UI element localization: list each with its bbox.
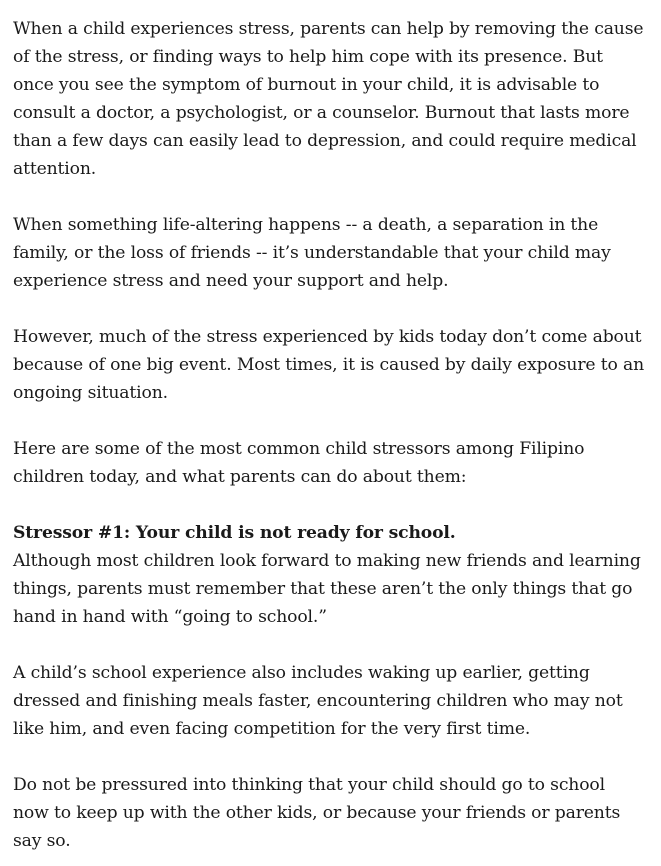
stressor-1-text: Although most children look forward to making new friends and learning things, parents must remember that these aren’t the only things that go hand in hand with “going to school.” [13, 551, 641, 627]
paragraph-do-not-pressure: Do not be pressured into thinking that your child should go to school now to keep up with the other kids, or because your friends or parents say so. [13, 775, 621, 851]
paragraph-daily-exposure: However, much of the stress experienced by kids today don’t come about because of one big event. Most times, it is caused by daily exposure to an ongoing situation. [13, 327, 645, 403]
paragraph-common-stressors: Here are some of the most common child stressors among Filipino children today, and what parents can do about them: [13, 439, 585, 487]
stressor-1-heading: Stressor #1: Your child is not ready for school. [13, 523, 456, 543]
paragraph-stressor-1 [13, 519, 645, 631]
paragraph-life-altering: When something life-altering happens -- a death, a separation in the family, or the loss of friends -- it’s understandable that your child may experience stress and need your support and help. [13, 215, 611, 291]
paragraph-burnout: When a child experiences stress, parents can help by removing the cause of the stress, or finding ways to help him cope with its presence. But once you see the symptom of burnout in your child, it is advisable to consult a doctor, a psychologist, or a counselor. Burnout that lasts more than a few days can easily lead to depression, and could require medical attention. [13, 19, 644, 179]
article-body [13, 15, 645, 855]
paragraph-school-experience: A child’s school experience also includes waking up earlier, getting dressed and finishing meals faster, encountering children who may not like him, and even facing competition for the very first time. [13, 663, 623, 739]
